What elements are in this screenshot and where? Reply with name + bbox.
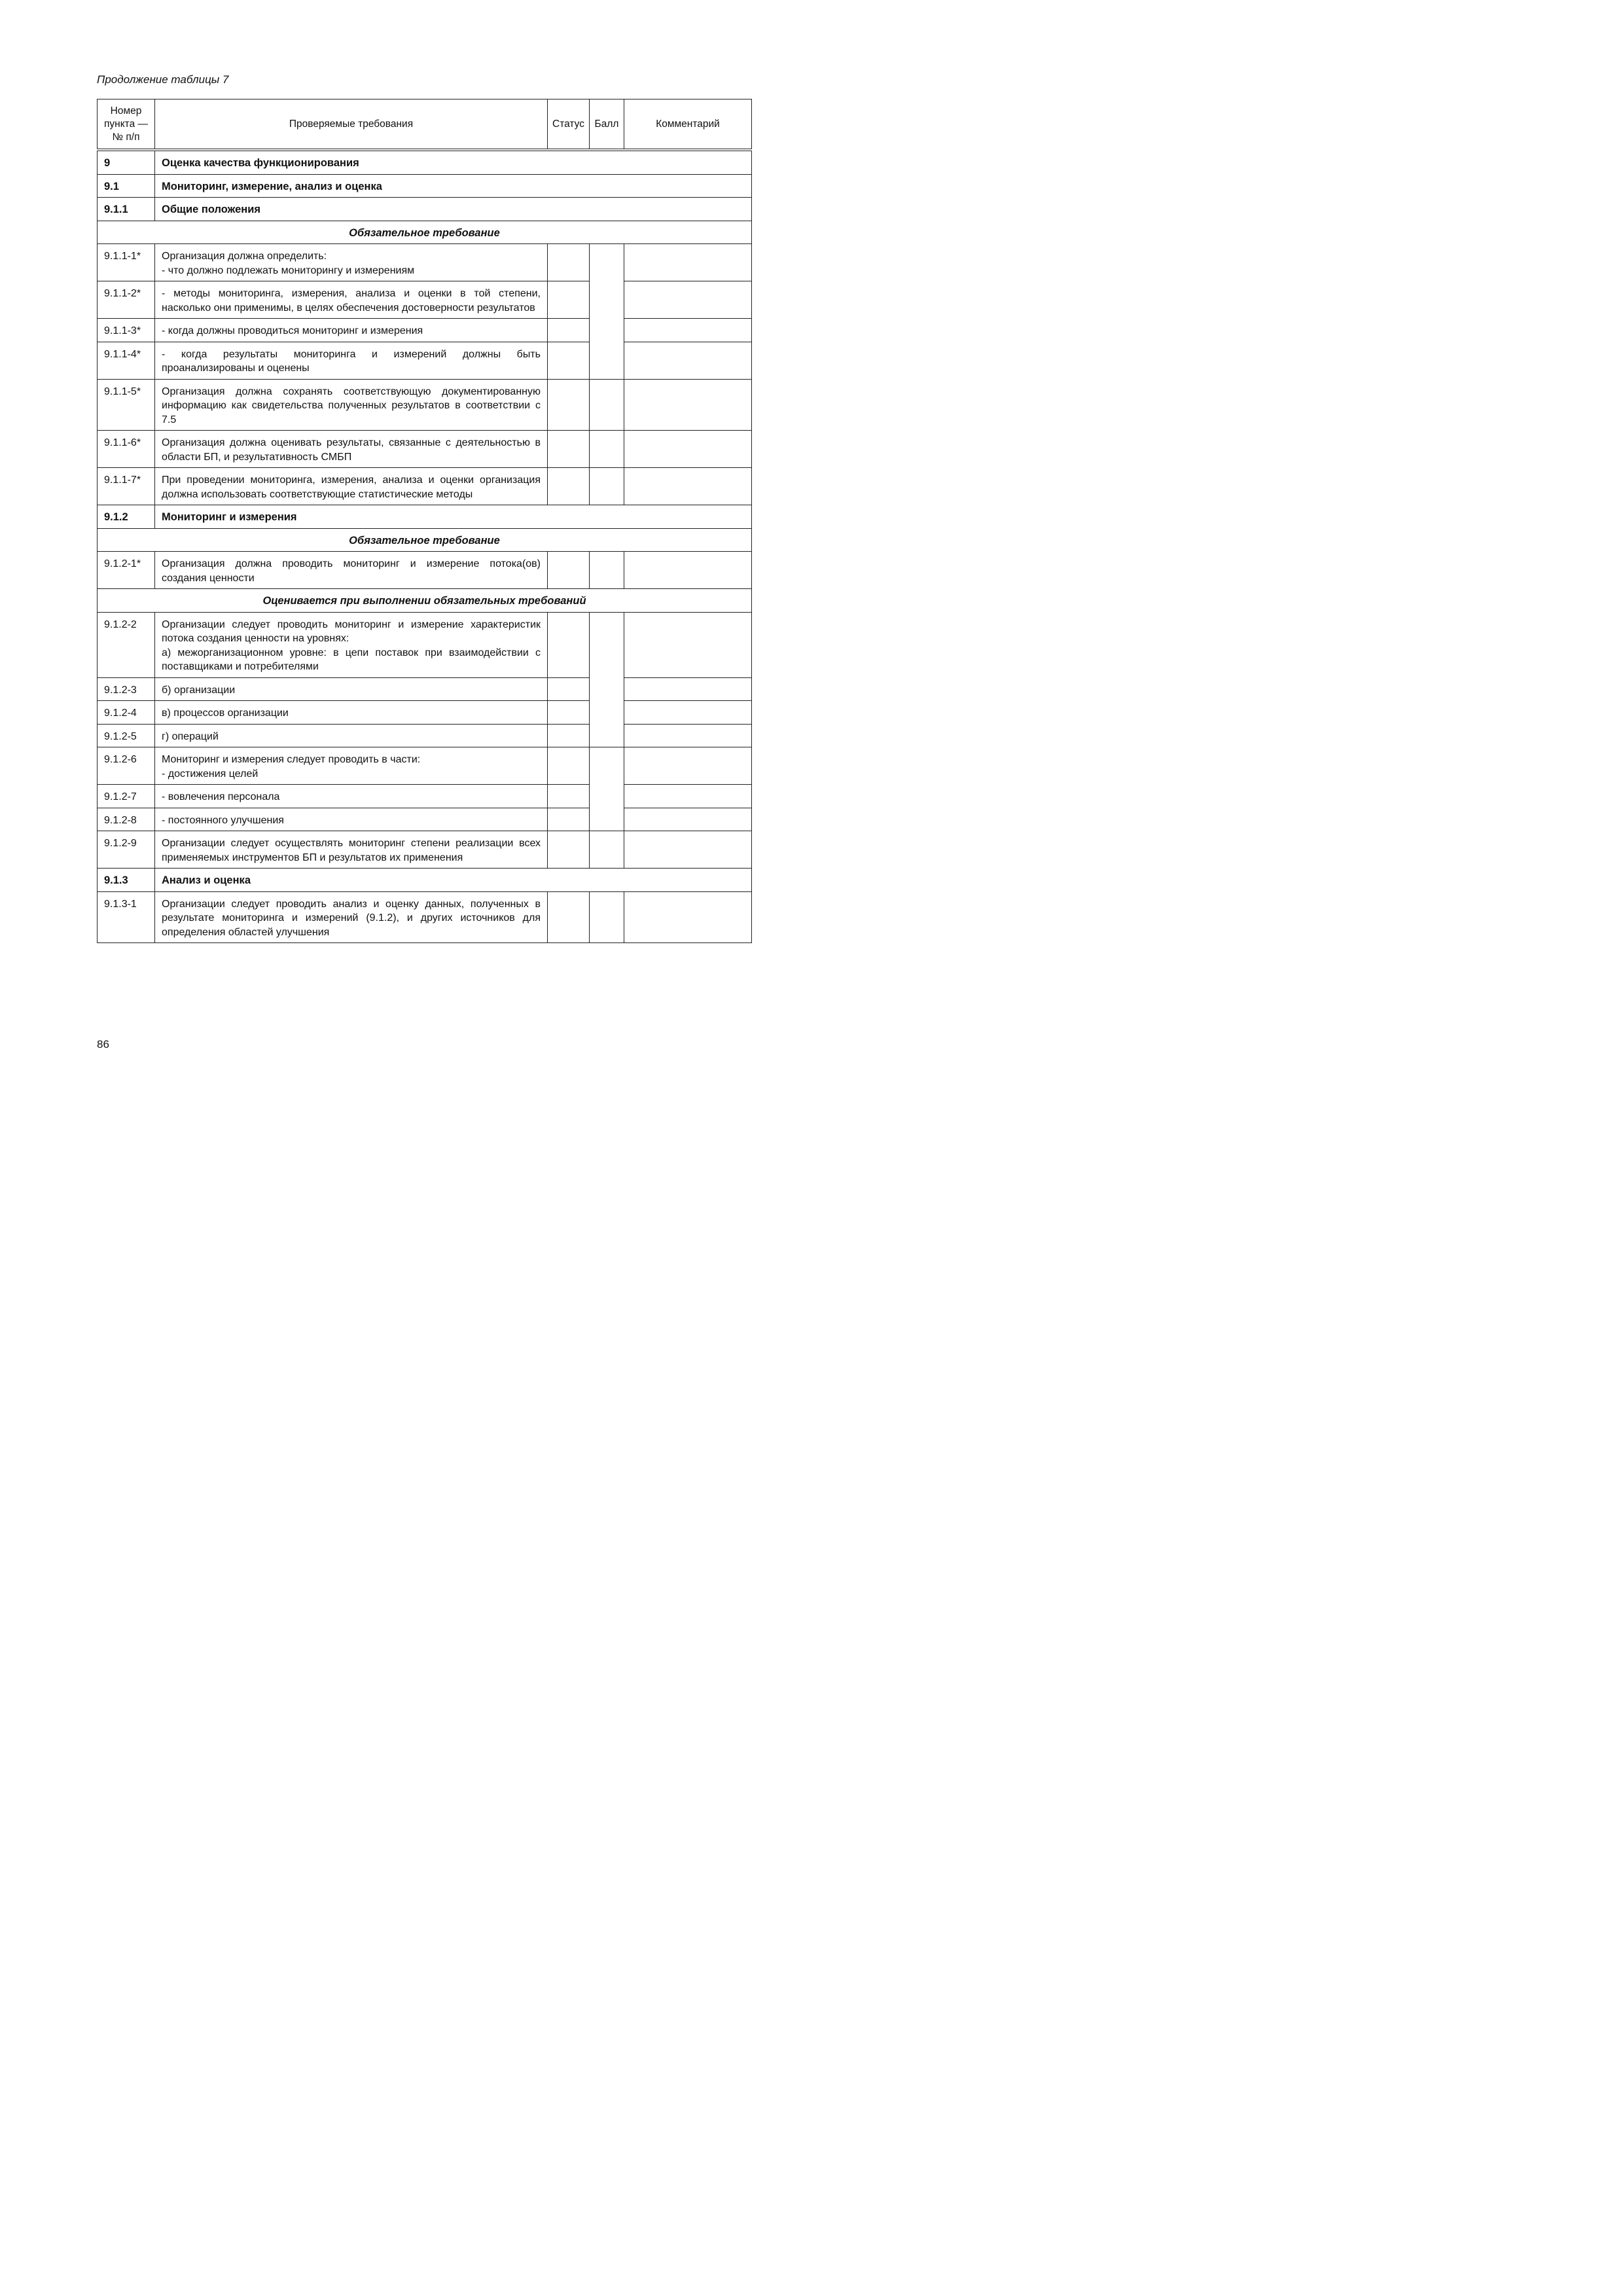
score-cell[interactable] xyxy=(590,612,624,747)
table-row xyxy=(98,379,752,431)
section-number: 9.1.1 xyxy=(98,198,155,221)
item-number: 9.1.1-4* xyxy=(98,342,155,379)
table-row xyxy=(98,831,752,869)
item-requirement: - когда должны проводиться мониторинг и измерения xyxy=(155,319,548,342)
status-cell[interactable] xyxy=(548,552,590,589)
section-number: 9.1.3 xyxy=(98,869,155,892)
comment-cell[interactable] xyxy=(624,379,752,431)
requirement-banner: Оценивается при выполнении обязательных требований xyxy=(98,589,752,613)
comment-cell[interactable] xyxy=(624,431,752,468)
item-requirement: - вовлечения персонала xyxy=(155,785,548,808)
item-requirement: Организации следует проводить мониторинг и измерение характеристик потока создания ценности на уровнях: а) межорганизационном уровне: в цепи поставок при взаимодействии с поставщиками и потребителями xyxy=(155,612,548,677)
status-cell[interactable] xyxy=(548,677,590,701)
section-title: Мониторинг, измерение, анализ и оценка xyxy=(155,174,752,198)
requirement-banner: Обязательное требование xyxy=(98,221,752,244)
status-cell[interactable] xyxy=(548,831,590,869)
banner-row xyxy=(98,528,752,552)
item-number: 9.1.1-6* xyxy=(98,431,155,468)
comment-cell[interactable] xyxy=(624,244,752,281)
table-row xyxy=(98,724,752,747)
item-requirement: Организация должна определить: - что должно подлежать мониторингу и измерениям xyxy=(155,244,548,281)
status-cell[interactable] xyxy=(548,612,590,677)
item-requirement: Организация должна проводить мониторинг и измерение потока(ов) создания ценности xyxy=(155,552,548,589)
status-cell[interactable] xyxy=(548,785,590,808)
item-number: 9.1.3-1 xyxy=(98,891,155,943)
comment-cell[interactable] xyxy=(624,785,752,808)
item-number: 9.1.2-2 xyxy=(98,612,155,677)
table-row xyxy=(98,431,752,468)
item-number: 9.1.2-1* xyxy=(98,552,155,589)
header-comment: Комментарий xyxy=(624,99,752,151)
status-cell[interactable] xyxy=(548,379,590,431)
item-requirement: - постоянного улучшения xyxy=(155,808,548,831)
status-cell[interactable] xyxy=(548,891,590,943)
comment-cell[interactable] xyxy=(624,747,752,785)
score-cell[interactable] xyxy=(590,244,624,380)
requirements-table xyxy=(97,99,752,943)
table-row xyxy=(98,468,752,505)
item-requirement: г) операций xyxy=(155,724,548,747)
comment-cell[interactable] xyxy=(624,319,752,342)
status-cell[interactable] xyxy=(548,431,590,468)
item-requirement: Организация должна оценивать результаты, связанные с деятельностью в области БП, и результативность СМБП xyxy=(155,431,548,468)
status-cell[interactable] xyxy=(548,701,590,725)
section-row xyxy=(98,174,752,198)
comment-cell[interactable] xyxy=(624,831,752,869)
score-cell[interactable] xyxy=(590,891,624,943)
section-number: 9.1.2 xyxy=(98,505,155,529)
comment-cell[interactable] xyxy=(624,612,752,677)
score-cell[interactable] xyxy=(590,747,624,831)
comment-cell[interactable] xyxy=(624,342,752,379)
table-caption: Продолжение таблицы 7 xyxy=(97,73,229,86)
item-number: 9.1.1-3* xyxy=(98,319,155,342)
requirement-banner: Обязательное требование xyxy=(98,528,752,552)
section-row xyxy=(98,198,752,221)
comment-cell[interactable] xyxy=(624,677,752,701)
status-cell[interactable] xyxy=(548,342,590,379)
table-row xyxy=(98,612,752,677)
table-row xyxy=(98,281,752,319)
item-requirement: б) организации xyxy=(155,677,548,701)
section-row xyxy=(98,150,752,174)
item-requirement: Мониторинг и измерения следует проводить в части: - достижения целей xyxy=(155,747,548,785)
item-number: 9.1.2-3 xyxy=(98,677,155,701)
item-number: 9.1.1-5* xyxy=(98,379,155,431)
section-title: Мониторинг и измерения xyxy=(155,505,752,529)
item-number: 9.1.2-8 xyxy=(98,808,155,831)
status-cell[interactable] xyxy=(548,724,590,747)
item-requirement: Организации следует проводить анализ и оценку данных, полученных в результате мониторинга и измерений (9.1.2), и других источников для определения областей улучшения xyxy=(155,891,548,943)
section-number: 9 xyxy=(98,150,155,174)
section-title: Общие положения xyxy=(155,198,752,221)
banner-row xyxy=(98,589,752,613)
item-requirement: - методы мониторинга, измерения, анализа и оценки в той степени, насколько они применимы, в целях обеспечения достоверности результатов xyxy=(155,281,548,319)
comment-cell[interactable] xyxy=(624,468,752,505)
comment-cell[interactable] xyxy=(624,891,752,943)
table-row xyxy=(98,342,752,379)
table-row xyxy=(98,552,752,589)
item-number: 9.1.2-6 xyxy=(98,747,155,785)
section-title: Анализ и оценка xyxy=(155,869,752,892)
item-requirement: в) процессов организации xyxy=(155,701,548,725)
item-requirement: Организация должна сохранять соответствующую документированную информацию как свидетельства полученных результатов в соответствии с 7.5 xyxy=(155,379,548,431)
comment-cell[interactable] xyxy=(624,281,752,319)
score-cell[interactable] xyxy=(590,831,624,869)
item-number: 9.1.1-1* xyxy=(98,244,155,281)
comment-cell[interactable] xyxy=(624,701,752,725)
score-cell[interactable] xyxy=(590,552,624,589)
table-row xyxy=(98,747,752,785)
table-body xyxy=(98,150,752,943)
header-score: Балл xyxy=(590,99,624,151)
section-row xyxy=(98,869,752,892)
banner-row xyxy=(98,221,752,244)
table-row xyxy=(98,319,752,342)
score-cell[interactable] xyxy=(590,468,624,505)
status-cell[interactable] xyxy=(548,468,590,505)
header-requirements: Проверяемые требования xyxy=(155,99,548,151)
table-row xyxy=(98,701,752,725)
status-cell[interactable] xyxy=(548,747,590,785)
table-row xyxy=(98,808,752,831)
page-number: 86 xyxy=(97,1038,109,1050)
comment-cell[interactable] xyxy=(624,808,752,831)
comment-cell[interactable] xyxy=(624,552,752,589)
item-number: 9.1.1-2* xyxy=(98,281,155,319)
comment-cell[interactable] xyxy=(624,724,752,747)
status-cell[interactable] xyxy=(548,319,590,342)
item-number: 9.1.2-7 xyxy=(98,785,155,808)
item-number: 9.1.1-7* xyxy=(98,468,155,505)
table-row xyxy=(98,785,752,808)
section-number: 9.1 xyxy=(98,174,155,198)
item-requirement: При проведении мониторинга, измерения, анализа и оценки организация должна использовать соответствующие статистические методы xyxy=(155,468,548,505)
status-cell[interactable] xyxy=(548,244,590,281)
item-number: 9.1.2-9 xyxy=(98,831,155,869)
table-row xyxy=(98,891,752,943)
item-number: 9.1.2-5 xyxy=(98,724,155,747)
item-number: 9.1.2-4 xyxy=(98,701,155,725)
header-status: Статус xyxy=(548,99,590,151)
item-requirement: - когда результаты мониторинга и измерений должны быть проанализированы и оценены xyxy=(155,342,548,379)
table-row xyxy=(98,677,752,701)
table-row xyxy=(98,244,752,281)
section-title: Оценка качества функционирования xyxy=(155,150,752,174)
table-header-row xyxy=(98,99,752,151)
item-requirement: Организации следует осуществлять мониторинг степени реализации всех применяемых инструментов БП и результатов их применения xyxy=(155,831,548,869)
header-number: Номер пункта — № п/п xyxy=(98,99,155,151)
status-cell[interactable] xyxy=(548,281,590,319)
status-cell[interactable] xyxy=(548,808,590,831)
score-cell[interactable] xyxy=(590,379,624,431)
section-row xyxy=(98,505,752,529)
score-cell[interactable] xyxy=(590,431,624,468)
